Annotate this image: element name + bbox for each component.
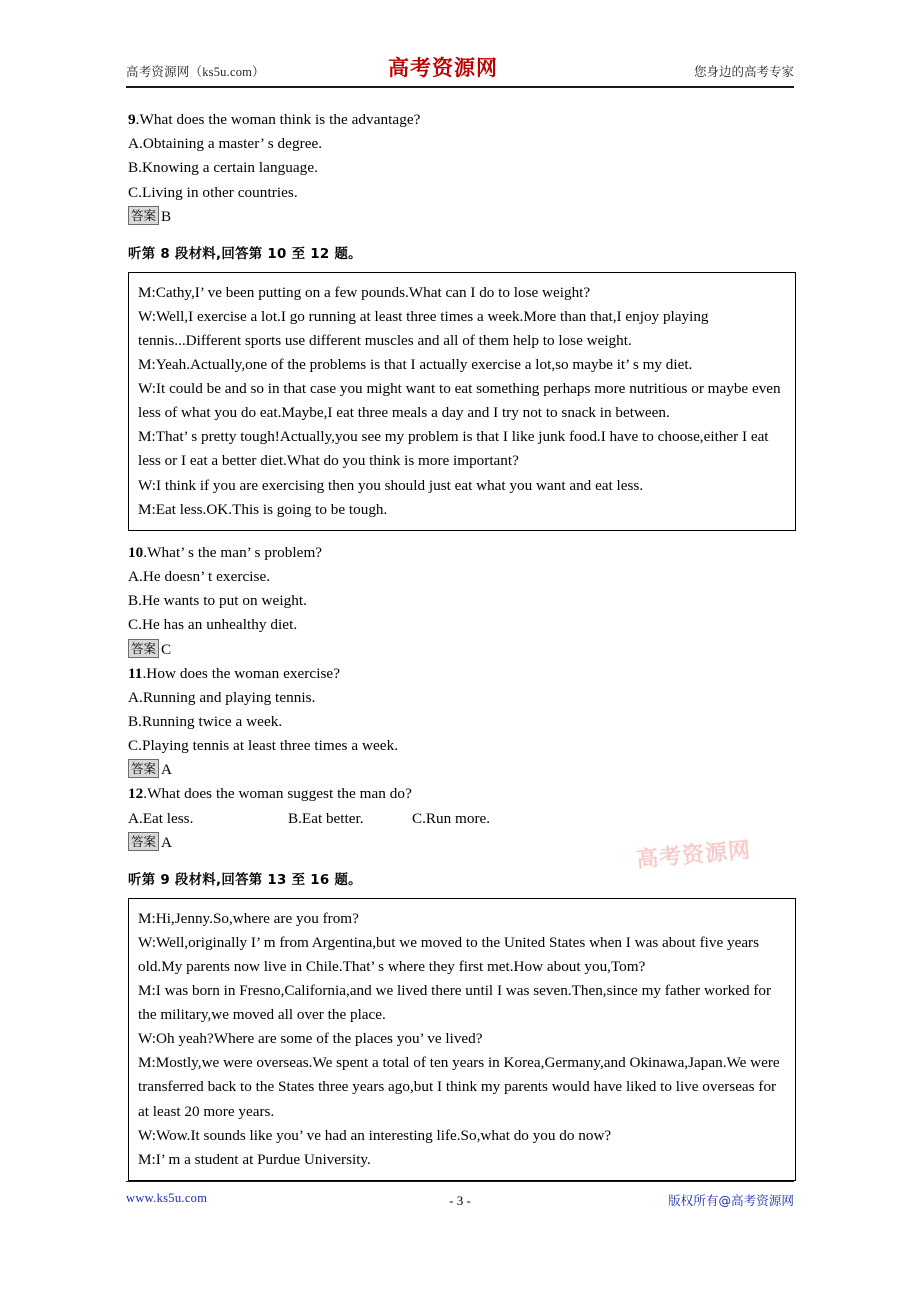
- dialog-line: M:Mostly,we were overseas.We spent a total of ten years in Korea,Germany,and Okinawa,Japan.We were transferred back to the States three years ago,but I think my parents would have liked to live overseas for at least 20 more years.: [138, 1054, 780, 1120]
- question-12-option-c: C.Run more.: [412, 809, 491, 827]
- question-11-option-c: C.Playing tennis at least three times a week.: [128, 737, 399, 755]
- spacer: [128, 531, 796, 541]
- dialog-box-9: [128, 898, 796, 1181]
- question-12-number: 12: [128, 785, 144, 803]
- question-10-stem: [128, 541, 796, 565]
- question-11-option-a: A.Running and playing tennis.: [128, 688, 316, 706]
- dialog-line: W:I think if you are exercising then you should just eat what you want and eat less.: [138, 476, 644, 494]
- question-block-11: [128, 662, 796, 783]
- question-9-option-a: A.Obtaining a master’ s degree.: [128, 135, 323, 153]
- dialog-line: M:Eat less.OK.This is going to be tough.: [138, 500, 388, 518]
- footer-copyright: 版权所有@高考资源网: [668, 1193, 794, 1208]
- question-10-option-c: C.He has an unhealthy diet.: [128, 616, 298, 634]
- spacer: [128, 855, 796, 869]
- footer-divider: [126, 1181, 794, 1182]
- page-content: [128, 108, 796, 1181]
- dialog-line: W:Well,I exercise a lot.I go running at least three times a week.More than that,I enjoy playing tennis...Different sports use different muscles and all of them help to lose weight.: [138, 307, 709, 349]
- footer-url[interactable]: www.ks5u.com: [126, 1191, 208, 1205]
- spacer: [128, 262, 796, 272]
- dialog-line: M:I was born in Fresno,California,and we lived there until I was seven.Then,since my father worked for the military,we moved all over the place.: [138, 982, 772, 1024]
- page-header: [126, 52, 794, 88]
- spacer: [128, 229, 796, 243]
- question-9-number: 9: [128, 111, 136, 128]
- header-divider: [126, 86, 794, 88]
- question-12-text: .What does the woman suggest the man do?: [143, 785, 412, 803]
- question-9-option-b: B.Knowing a certain language.: [128, 159, 318, 177]
- answer-label: 答案: [128, 639, 159, 658]
- question-block-9: [128, 108, 796, 229]
- page-footer: [126, 1188, 794, 1212]
- question-9-option-c: C.Living in other countries.: [128, 183, 298, 201]
- spacer: [128, 888, 796, 898]
- question-12-answer: [128, 831, 796, 855]
- question-11-stem: [128, 662, 796, 686]
- page-number: - 3 -: [449, 1193, 471, 1208]
- question-11-text: .How does the woman exercise?: [142, 664, 341, 682]
- dialog-box-8: [128, 272, 796, 531]
- question-10-option-a: A.He doesn’ t exercise.: [128, 567, 271, 585]
- dialog-line: M:Yeah.Actually,one of the problems is that I actually exercise a lot,so maybe it’ s my diet.: [138, 356, 693, 374]
- question-9-stem: [128, 108, 796, 132]
- question-11-answer: [128, 758, 796, 782]
- answer-value: B: [161, 207, 172, 225]
- question-block-10: [128, 541, 796, 662]
- question-9-text: .What does the woman think is the advantage?: [135, 111, 421, 128]
- dialog-line: M:Hi,Jenny.So,where are you from?: [138, 909, 359, 927]
- answer-value: A: [161, 833, 172, 851]
- header-site-name: 高考资源网（ks5u.com）: [126, 65, 265, 79]
- dialog-line: W:It could be and so in that case you might want to eat something perhaps more nutritious or maybe even less of what you do eat.Maybe,I eat three meals a day and I try not to snack in between.: [138, 380, 781, 422]
- answer-value: C: [161, 640, 172, 658]
- dialog-line: M:I’ m a student at Purdue University.: [138, 1150, 371, 1168]
- dialog-line: W:Wow.It sounds like you’ ve had an interesting life.So,what do you do now?: [138, 1126, 612, 1144]
- dialog-line: W:Oh yeah?Where are some of the places you’ ve lived?: [138, 1030, 483, 1048]
- dialog-line: W:Well,originally I’ m from Argentina,but we moved to the United States when I was about five years old.My parents now live in Chile.That’ s where they first met.How about you,Tom?: [138, 933, 760, 975]
- page-watermark: 高考资源网: [635, 838, 753, 873]
- question-12-options: [128, 807, 796, 831]
- question-12-option-a: A.Eat less.: [128, 809, 194, 827]
- question-block-12: [128, 782, 796, 854]
- section-heading-8: 听第 8 段材料,回答第 10 至 12 题。: [128, 246, 362, 262]
- header-tagline: 您身边的高考专家: [693, 65, 794, 79]
- question-9-answer: [128, 205, 796, 229]
- question-12-option-b: B.Eat better.: [288, 809, 364, 827]
- section-heading-9: 听第 9 段材料,回答第 13 至 16 题。: [128, 872, 362, 888]
- question-10-answer: [128, 638, 796, 662]
- dialog-line: M:That’ s pretty tough!Actually,you see my problem is that I like junk food.I have to choose,either I eat less or I eat a better diet.What do you think is more important?: [138, 428, 769, 470]
- question-10-number: 10: [128, 543, 144, 561]
- question-10-option-b: B.He wants to put on weight.: [128, 592, 307, 610]
- answer-label: 答案: [128, 832, 159, 851]
- question-11-option-b: B.Running twice a week.: [128, 712, 283, 730]
- question-12-stem: [128, 782, 796, 806]
- answer-value: A: [161, 761, 172, 779]
- dialog-line: M:Cathy,I’ ve been putting on a few pounds.What can I do to lose weight?: [138, 283, 591, 301]
- question-11-number: 11: [128, 664, 143, 682]
- header-logo: 高考资源网: [388, 56, 498, 80]
- answer-label: 答案: [128, 206, 159, 225]
- answer-label: 答案: [128, 759, 159, 778]
- question-10-text: .What’ s the man’ s problem?: [143, 543, 323, 561]
